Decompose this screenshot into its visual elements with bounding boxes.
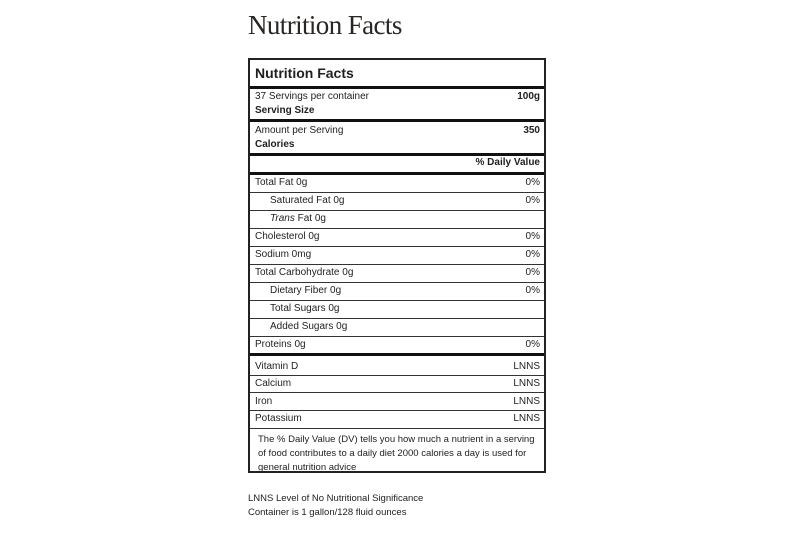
divider — [250, 392, 544, 393]
nutrient-dv: 0% — [525, 249, 540, 260]
amount-per-serving-label: Amount per Serving — [255, 125, 344, 136]
divider — [250, 318, 544, 319]
divider — [250, 375, 544, 376]
nutrient-label: Saturated Fat 0g — [270, 195, 345, 206]
nutrient-label: Total Sugars 0g — [270, 303, 340, 314]
vitamin-label: Iron — [255, 396, 273, 407]
divider — [250, 353, 544, 356]
lnns-note: LNNS Level of No Nutritional Significance — [248, 493, 424, 504]
divider — [250, 210, 544, 211]
nutrient-label — [270, 213, 326, 225]
nutrient-dv: 0% — [525, 231, 540, 242]
nutrient-dv: 0% — [525, 285, 540, 296]
nutrient-label: Cholesterol 0g — [255, 231, 320, 242]
servings-label: 37 Servings per container — [255, 91, 369, 102]
divider — [250, 86, 544, 89]
divider — [250, 300, 544, 301]
nutrient-label: Proteins 0g — [255, 339, 306, 350]
vitamin-value: LNNS — [513, 378, 540, 389]
page-title: Nutrition Facts — [248, 10, 402, 40]
nutrient-label: Added Sugars 0g — [270, 321, 348, 332]
nutrient-label: Dietary Fiber 0g — [270, 285, 342, 296]
trans-label-rest: Fat 0g — [294, 213, 326, 224]
divider — [250, 282, 544, 283]
vitamin-label: Potassium — [255, 413, 302, 424]
servings-value: 100g — [517, 91, 540, 102]
divider — [250, 119, 544, 122]
container-note: Container is 1 gallon/128 fluid ounces — [248, 507, 407, 518]
nutrient-label: Total Fat 0g — [255, 177, 308, 188]
divider — [250, 410, 544, 411]
daily-value-header: % Daily Value — [475, 157, 540, 168]
vitamin-value: LNNS — [513, 396, 540, 407]
nutrition-facts-panel — [248, 58, 546, 473]
divider — [250, 264, 544, 265]
calories-label: Calories — [255, 139, 295, 150]
divider — [250, 246, 544, 247]
vitamin-label: Calcium — [255, 378, 292, 389]
daily-value-footnote: The % Daily Value (DV) tells you how much a nutrient in a serving of food contributes to a daily diet 2000 calories a day is used for general nutrition advice — [258, 434, 535, 473]
calories-value: 350 — [523, 125, 540, 136]
serving-size-label: Serving Size — [255, 105, 315, 116]
divider — [250, 228, 544, 229]
nutrient-label: Total Carbohydrate 0g — [255, 267, 354, 278]
panel-header: Nutrition Facts — [255, 65, 354, 81]
divider — [250, 153, 544, 156]
vitamin-label: Vitamin D — [255, 361, 299, 372]
nutrient-dv: 0% — [525, 267, 540, 278]
nutrient-label: Sodium 0mg — [255, 249, 312, 260]
divider — [250, 172, 544, 175]
divider — [250, 336, 544, 337]
divider — [250, 428, 544, 429]
vitamin-value: LNNS — [513, 361, 540, 372]
nutrient-dv: 0% — [525, 177, 540, 188]
trans-italic-label: Trans — [270, 213, 295, 224]
vitamin-value: LNNS — [513, 413, 540, 424]
nutrient-dv: 0% — [525, 195, 540, 206]
notes — [248, 492, 423, 520]
divider — [250, 192, 544, 193]
nutrient-dv: 0% — [525, 339, 540, 350]
